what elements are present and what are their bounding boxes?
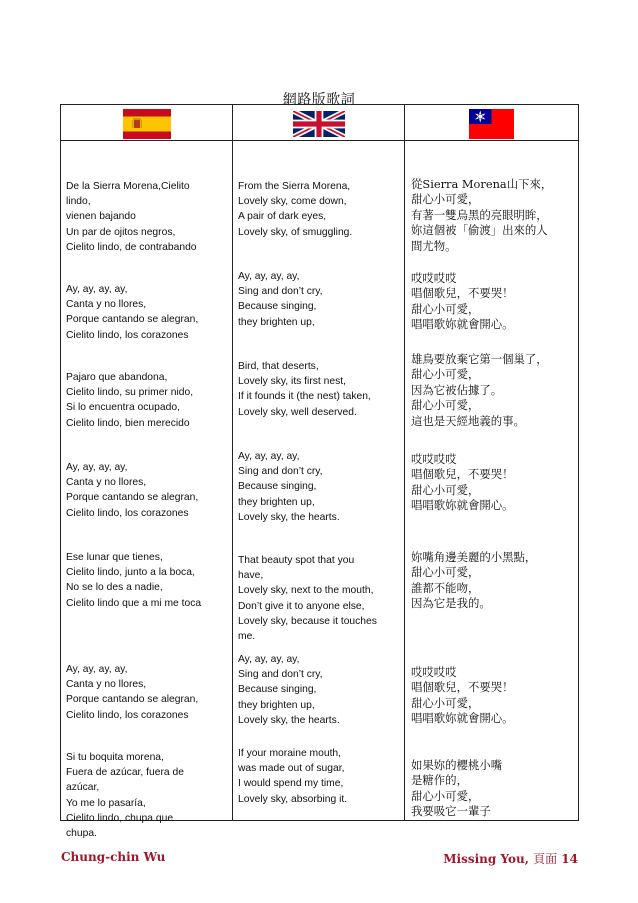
spanish-verse: De la Sierra Morena,Cielito lindo, vienen bajando Un par de ojitos negros, Cielito lindo, de contrabando bbox=[66, 181, 197, 253]
footer-page-number: 14 bbox=[561, 852, 578, 866]
chinese-verse: 哎哎哎哎 唱個歌兒，不要哭！ 甜心小可愛， 唱唱歌妳就會開心。 bbox=[411, 665, 514, 726]
page-title: 網路版歌詞 bbox=[282, 92, 356, 108]
spanish-verse: Pajaro que abandona, Cielito lindo, su primer nido, Si lo encuentra ocupado, Cielito lindo, bien merecido bbox=[66, 372, 194, 429]
spanish-verse: Ay, ay, ay, ay, Canta y no llores, Porque cantando se alegran, Cielito lindo, los corazones bbox=[66, 664, 199, 721]
spanish-verse: Ese lunar que tienes, Cielito lindo, junto a la boca, No se lo des a nadie, Cielito lindo que a mi me toca bbox=[66, 552, 202, 609]
spanish-verse: Ay, ay, ay, ay, Canta y no llores, Porque cantando se alegran, Cielito lindo, los corazones bbox=[66, 284, 199, 341]
english-verse: Ay, ay, ay, ay, Sing and don’t cry, Because singing, they brighten up, Lovely sky, the hearts. bbox=[238, 654, 340, 726]
english-column bbox=[233, 141, 405, 821]
taiwan-flag-icon bbox=[469, 109, 514, 139]
english-verse: That beauty spot that you have, Lovely sky, next to the mouth, Don’t give it to anyone else, Lovely sky, because it touches me. bbox=[238, 555, 377, 643]
spanish-header-cell bbox=[61, 105, 233, 141]
flag-row bbox=[61, 105, 579, 141]
english-verse: From the Sierra Morena, Lovely sky, come down, A pair of dark eyes, Lovely sky, of smuggling. bbox=[238, 181, 353, 238]
spanish-column bbox=[61, 141, 233, 840]
english-verse: Ay, ay, ay, ay, Sing and don’t cry, Because singing, they brighten up, bbox=[238, 271, 323, 328]
chinese-verse: 哎哎哎哎 唱個歌兒，不要哭！ 甜心小可愛， 唱唱歌妳就會開心。 bbox=[411, 452, 514, 513]
chinese-column bbox=[405, 141, 579, 821]
footer-page-label: 頁面 bbox=[533, 852, 558, 866]
spain-flag-icon bbox=[123, 109, 171, 139]
chinese-header-cell bbox=[405, 105, 579, 141]
lyrics-table bbox=[60, 104, 579, 840]
english-header-cell bbox=[233, 105, 405, 141]
footer-author: Chung-chin Wu bbox=[61, 850, 166, 864]
spanish-verse: Si tu boquita morena, Fuera de azúcar, fuera de azúcar, Yo me lo pasaría, Cielito lindo, chupa que chupa. bbox=[66, 752, 184, 840]
lyrics-body-row bbox=[61, 141, 579, 821]
chinese-verse: 雄鳥要放棄它第一個巢了， 甜心小可愛， 因為它被佔據了。 甜心小可愛， 這也是天經地義的事。 bbox=[411, 352, 548, 428]
chinese-verse: 如果妳的櫻桃小嘴 是糖作的， 甜心小可愛， 我要吸它一輩子 bbox=[411, 758, 503, 819]
spanish-verse: Ay, ay, ay, ay, Canta y no llores, Porque cantando se alegran, Cielito lindo, los corazones bbox=[66, 462, 199, 519]
english-verse: Ay, ay, ay, ay, Sing and don’t cry, Because singing, they brighten up, Lovely sky, the hearts. bbox=[238, 451, 340, 523]
chinese-verse: 哎哎哎哎 唱個歌兒，不要哭！ 甜心小可愛， 唱唱歌妳就會開心。 bbox=[411, 271, 514, 332]
english-verse: Bird, that deserts, Lovely sky, its first nest, If it founds it (the nest) taken, Lovely sky, well deserved. bbox=[238, 361, 371, 418]
footer-page-info bbox=[443, 850, 578, 867]
footer-doc-title: Missing You, bbox=[443, 852, 529, 866]
chinese-verse: 妳嘴角邊美麗的小黑點， 甜心小可愛， 誰都不能吻， 因為它是我的。 bbox=[411, 550, 537, 611]
chinese-verse: 從Sierra Morena山下來， 甜心小可愛， 有著一雙烏黑的亮眼明眸， 妳這個被「偷渡」出來的人 間尤物。 bbox=[411, 177, 553, 253]
english-verse: If your moraine mouth, was made out of sugar, I would spend my time, Lovely sky, absorbing it. bbox=[238, 748, 348, 805]
uk-flag-icon bbox=[293, 109, 345, 139]
